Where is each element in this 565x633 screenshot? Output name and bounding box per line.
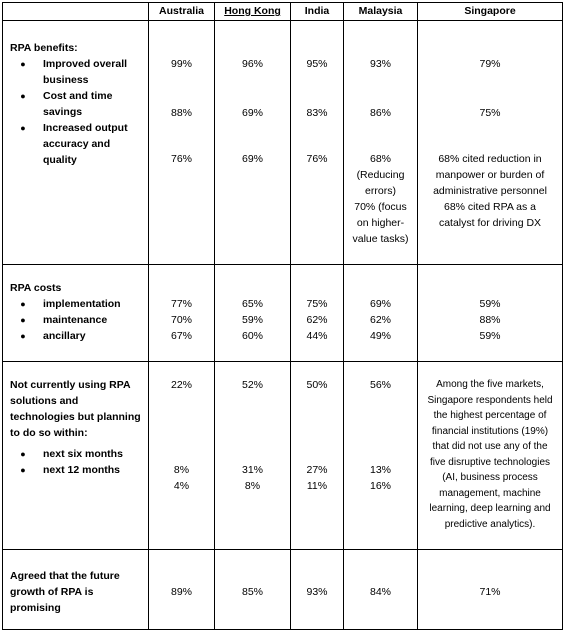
value-cell: 89% [149,550,215,630]
value-cell: 60% [241,330,263,342]
value-cell: 69% [241,153,263,165]
bullet-icon: ● [20,299,26,309]
planning-title: Not currently using RPA solutions and technologies but planning to do so within: [10,379,141,439]
value-cell: 31% [241,464,263,476]
value-cell: 59% [479,330,501,342]
bullet-item [3,120,144,168]
value-cell: 56% [369,379,391,391]
header-australia: Australia [149,3,215,21]
bullet-icon: ● [20,449,26,459]
costs-title: RPA costs [10,282,62,294]
value-cell: 8% [244,480,261,492]
value-cell: 16% [369,480,391,492]
singapore-note-1: 68% cited reduction in manpower or burden of administrative personnel [433,153,547,197]
value-cell: 65% [241,298,263,310]
planning-label: next 12 months [43,464,121,476]
value-cell: 76% [170,153,192,165]
cost-label: implementation [43,298,121,310]
planning-label: next six months [43,448,123,460]
value-cell: 84% [344,550,418,630]
benefits-row [3,21,563,265]
cost-label: maintenance [43,314,108,326]
singapore-planning-note: Among the five markets, Singapore respondents held the highest percentage of financial institutions (19%) that did not use any of the five disruptive technologies (AI, business process management, machine learning, deep learning and predictive analytics). [427,379,553,530]
bullet-item [3,296,144,312]
planning-row [3,362,563,550]
bullet-item [3,328,144,344]
value-cell: 70% [170,314,192,326]
value-cell: 59% [241,314,263,326]
value-cell: 52% [241,379,263,391]
header-row [3,3,563,21]
value-cell: 96% [241,58,263,70]
value-cell: 79% [479,58,501,70]
growth-row [3,550,563,630]
bullet-icon: ● [20,91,26,101]
value-cell: 75% [479,107,501,119]
bullet-icon: ● [20,465,26,475]
value-cell: 86% [369,107,391,119]
value-cell: 88% [170,107,192,119]
value-cell: 4% [173,480,190,492]
header-india: India [291,3,344,21]
bullet-icon: ● [20,59,26,69]
value-cell: 69% [241,107,263,119]
rpa-comparison-table [2,2,563,630]
value-cell: 68% [369,153,391,165]
value-cell: 62% [369,314,391,326]
benefit-label: Cost and time savings [43,90,113,118]
value-cell: 99% [170,58,192,70]
value-cell: 88% [479,314,501,326]
value-cell: 27% [306,464,328,476]
value-cell: 8% [173,464,190,476]
header-empty [3,3,149,21]
value-cell: 69% [369,298,391,310]
benefit-label: Increased output accuracy and quality [43,122,128,166]
value-cell: 93% [291,550,344,630]
value-cell: 71% [418,550,563,630]
value-cell: 59% [479,298,501,310]
value-cell: 83% [306,107,328,119]
benefits-title: RPA benefits: [10,42,78,54]
header-malaysia: Malaysia [344,3,418,21]
bullet-item [3,446,144,462]
malaysia-note-2: 70% (focus on higher-value tasks) [352,201,409,245]
value-cell: 44% [306,330,328,342]
growth-title: Agreed that the future growth of RPA is promising [10,570,120,614]
bullet-item [3,312,144,328]
value-cell: 77% [170,298,192,310]
header-singapore: Singapore [418,3,563,21]
malaysia-note-1: (Reducing errors) [356,169,405,197]
costs-row [3,265,563,362]
benefit-label: Improved overall business [43,58,128,86]
value-cell: 11% [306,480,328,492]
value-cell: 75% [306,298,328,310]
value-cell: 62% [306,314,328,326]
bullet-item [3,88,144,120]
bullet-icon: ● [20,123,26,133]
value-cell: 49% [369,330,391,342]
value-cell: 22% [170,379,192,391]
bullet-item [3,56,144,88]
bullet-icon: ● [20,315,26,325]
cost-label: ancillary [43,330,86,342]
value-cell: 76% [306,153,328,165]
value-cell: 95% [306,58,328,70]
value-cell: 50% [306,379,328,391]
bullet-icon: ● [20,331,26,341]
value-cell: 13% [369,464,391,476]
bullet-item [3,462,144,478]
singapore-note-2: 68% cited RPA as a catalyst for driving DX [438,201,542,229]
header-hong-kong: Hong Kong [215,3,291,21]
value-cell: 85% [215,550,291,630]
value-cell: 67% [170,330,192,342]
value-cell: 93% [369,58,391,70]
